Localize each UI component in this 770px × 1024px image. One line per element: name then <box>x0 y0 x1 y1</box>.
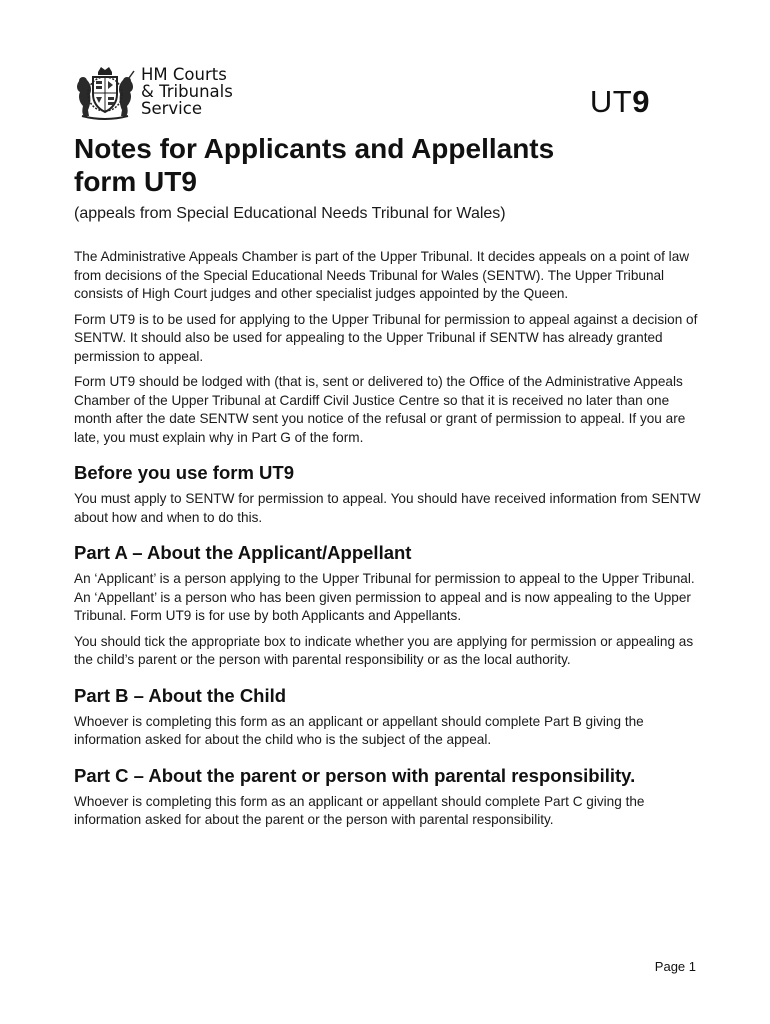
intro-paragraph: The Administrative Appeals Chamber is part of the Upper Tribunal. It decides appeals on a point of law from decisions of the Special Educational Needs Tribunal for Wales (SENTW). The Upper Tribunal consists of High Court judges and other specialist judges appointed by the Queen. <box>74 249 690 301</box>
intro-paragraph: Form UT9 is to be used for applying to the Upper Tribunal for permission to appeal against a decision of SENTW. It should also be used for appealing to the Upper Tribunal if SENTW has already granted permission to appeal. <box>74 311 698 364</box>
section-paragraph: Whoever is completing this form as an applicant or appellant should complete Part B giving the information asked for about the child who is the subject of the appeal. <box>74 713 644 747</box>
section-heading: Part C – About the parent or person with parental responsibility. <box>74 764 636 786</box>
section-part-c <box>74 765 704 830</box>
royal-coat-of-arms-icon <box>74 66 136 120</box>
form-code-number: 9 <box>632 84 650 119</box>
intro-section <box>74 248 704 447</box>
org-line-3: Service <box>141 99 202 118</box>
section-paragraph: An ‘Applicant’ is a person applying to the Upper Tribunal for permission to appeal to the Upper Tribunal. An ‘Appellant’ is a person who has been given permission to appeal and is now appealing to the Upper Tribunal. Form UT9 is for use by both Applicants and Appellants. <box>74 571 695 623</box>
section-before-you-use <box>74 462 704 527</box>
org-line-1: HM Courts <box>141 65 227 84</box>
form-code-prefix: UT <box>589 84 633 119</box>
form-code <box>590 84 650 120</box>
title-line-1: Notes for Applicants and Appellants <box>74 133 555 164</box>
org-line-2: & Tribunals <box>141 82 233 101</box>
document-body <box>74 132 704 837</box>
page-title <box>74 132 704 198</box>
page-subtitle: (appeals from Special Educational Needs Tribunal for Wales) <box>74 205 506 222</box>
intro-paragraph: Form UT9 should be lodged with (that is, sent or delivered to) the Office of the Administrative Appeals Chamber of the Upper Tribunal at Cardiff Civil Justice Centre so that it is received no later than one month after the date SENTW sent you notice of the refusal or grant of permission to appeal. If you are late, you must explain why in Part G of the form. <box>74 374 686 445</box>
section-heading: Before you use form UT9 <box>74 462 294 483</box>
section-part-b <box>74 685 704 750</box>
section-heading: Part B – About the Child <box>74 684 287 706</box>
section-paragraph: You must apply to SENTW for permission to appeal. You should have received information from SENTW about how and when to do this. <box>74 491 701 525</box>
document-header <box>74 64 694 124</box>
section-paragraph: You should tick the appropriate box to indicate whether you are applying for permission or appealing as the child’s parent or the person with parental responsibility or as the local authority. <box>74 633 694 667</box>
page-number: Page 1 <box>654 959 696 974</box>
section-heading: Part A – About the Applicant/Appellant <box>74 542 412 563</box>
organisation-name <box>141 66 233 117</box>
title-line-2: form UT9 <box>74 166 197 197</box>
section-paragraph: Whoever is completing this form as an applicant or appellant should complete Part C giving the information asked for about the parent or the person with parental responsibility. <box>74 793 645 827</box>
section-part-a <box>74 542 704 670</box>
